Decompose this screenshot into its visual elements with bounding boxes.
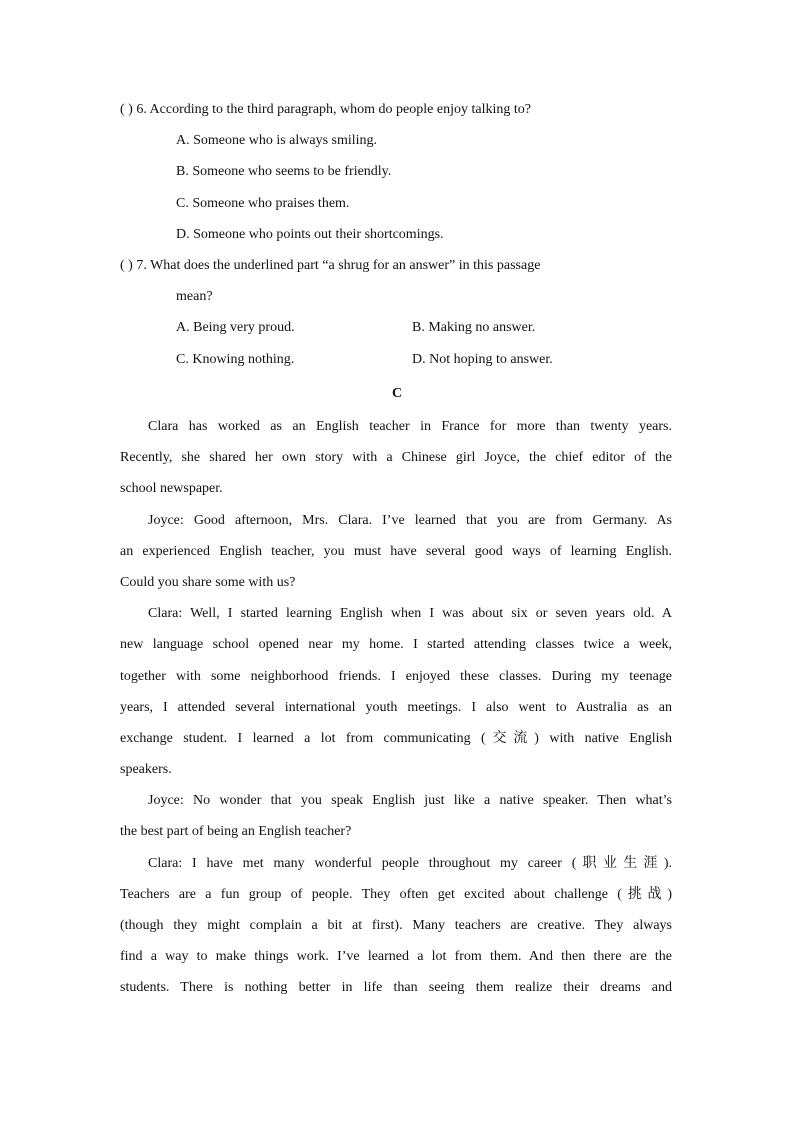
q7-option-b: B. Making no answer. (412, 320, 536, 335)
passage-line: Recently, she shared her own story with a Chinese girl Joyce, the chief editor of the (120, 450, 672, 466)
passage-line: years, I attended several international youth meetings. I also went to Australia as an (120, 699, 672, 715)
passage (120, 411, 672, 1004)
question-6-stem: ( ) 6. According to the third paragraph, whom do people enjoy talking to? (120, 102, 531, 117)
q6-option-d: D. Someone who points out their shortcomings. (176, 227, 444, 242)
passage-line: speakers. (120, 762, 172, 778)
q7-stem-part1: ( ) 7. What does the underlined part (120, 258, 323, 273)
passage-line: together with some neighborhood friends. I enjoyed these classes. During my teenage (120, 668, 672, 684)
passage-line: school newspaper. (120, 481, 223, 497)
q7-underlined-phrase: “a shrug for an answer” (322, 258, 456, 273)
q7-option-d: D. Not hoping to answer. (412, 352, 553, 367)
q6-option-b: B. Someone who seems to be friendly. (176, 164, 392, 179)
q7-option-c: C. Knowing nothing. (176, 352, 295, 367)
passage-line: (though they might complain a bit at first). Many teachers are creative. They always (120, 918, 672, 933)
passage-line: students. There is nothing better in life than seeing them realize their dreams and (120, 980, 672, 996)
question-7-stem (120, 258, 680, 274)
passage-line: find a way to make things work. I’ve learned a lot from them. And then there are the (120, 949, 672, 965)
passage-line: Teachers are a fun group of people. They often get excited about challenge (挑战) (120, 886, 672, 902)
passage-line: Joyce: Good afternoon, Mrs. Clara. I’ve learned that you are from Germany. As (148, 512, 672, 528)
passage-line: Clara has worked as an English teacher in France for more than twenty years. (148, 419, 672, 434)
passage-line: an experienced English teacher, you must have several good ways of learning English. (120, 543, 672, 559)
q6-option-c: C. Someone who praises them. (176, 196, 350, 211)
passage-line: Could you share some with us? (120, 574, 296, 590)
passage-line: Clara: I have met many wonderful people throughout my career (职业生涯). (148, 855, 672, 871)
passage-line: Joyce: No wonder that you speak English just like a native speaker. Then what’s (148, 793, 672, 809)
passage-line: exchange student. I learned a lot from communicating (交流) with native English (120, 730, 672, 746)
q6-option-a: A. Someone who is always smiling. (176, 133, 378, 148)
section-heading: C (391, 386, 403, 401)
q7-stem-line2: mean? (176, 289, 213, 304)
passage-line: the best part of being an English teacher? (120, 824, 352, 840)
q7-stem-part2: in this passage (455, 258, 541, 273)
passage-line: new language school opened near my home. I started attending classes twice a week, (120, 637, 672, 653)
passage-line: Clara: Well, I started learning English when I was about six or seven years old. A (148, 606, 672, 622)
q7-option-a: A. Being very proud. (176, 320, 295, 335)
